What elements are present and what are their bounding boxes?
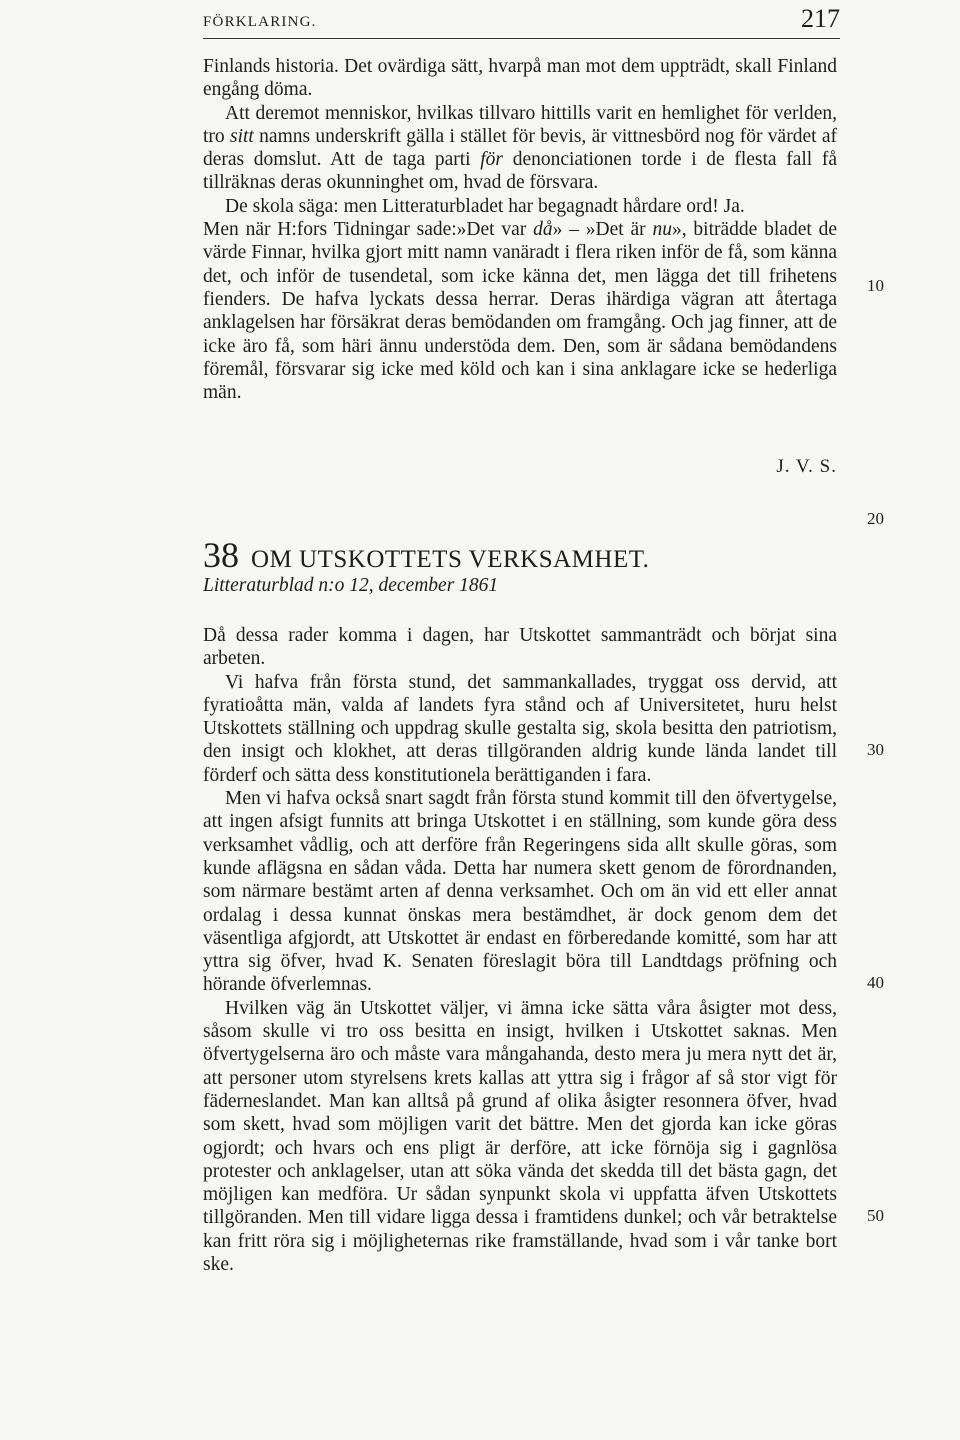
signature: J. V. S. [776, 456, 837, 477]
chapter-source: Litteraturblad n:o 12, december 1861 [203, 575, 499, 596]
emphasis: för [480, 149, 504, 171]
section-one-text [203, 55, 837, 404]
line-number: 10 [867, 276, 884, 295]
section-two-text [203, 624, 837, 1276]
line-number: 30 [867, 740, 884, 759]
paragraph: Men vi hafva också snart sagdt från första stund kommit till den öfvertygelse, att ingen afsigt funnits att bringa Utskottet i en ställning, som kunde göra dess verksamhet vådlig, och att derföre från Regeringens sida allt skulle göras, som kunde aflägsna en sådan våda. Detta har numera skett genom de förordnanden, som närmare bestämt arten af denna verksamhet. Och om än vid ett eller annat ordalag i dessa kunnat önskas mera bestämdhet, är dock genom dem det väsentliga afgjordt, att Utskottet är endast en förberedande komitté, som har att yttra sig öfver, hvad K. Senaten föreslagit böra till Landtdags pröfning och hörande öfverlemnas. [203, 788, 837, 996]
emphasis: då [533, 219, 553, 241]
chapter-title: OM UTSKOTTETS VERKSAMHET. [251, 546, 650, 573]
emphasis: nu [652, 219, 672, 241]
chapter-heading [203, 534, 649, 576]
paragraph: Vi hafva från första stund, det sammankallades, tryggat oss dervid, att fyratioåtta män, valda af landets fyra stånd och af Universitetet, huru helst Utskottets ställning och uppdrag skulle gestalta sig, skola besitta den patriotism, den insigt och klokhet, att deras tillgöranden aldrig kunde lända landet till förderf och sätta dess konstitutionela berättiganden i fara. [203, 671, 837, 786]
paragraph: Då dessa rader komma i dagen, har Utskottet sammanträdt och börjat sina arbeten. [203, 625, 837, 670]
line-number: 20 [867, 509, 884, 528]
line-number: 50 [867, 1206, 884, 1225]
paragraph: De skola säga: men Litteraturbladet har begagnadt hårdare ord! Ja. [225, 195, 745, 217]
chapter-number: 38 [203, 535, 239, 575]
emphasis: sitt [230, 125, 254, 147]
paragraph: Finlands historia. Det ovärdiga sätt, hvarpå man mot dem uppträdt, skall Finland engång döma. [203, 56, 837, 101]
running-title: FÖRKLARING. [203, 14, 317, 30]
running-head [203, 6, 840, 39]
line-number: 40 [867, 973, 884, 992]
paragraph: Att deremot menniskor, hvilkas tillvaro hittills varit en hemlighet för verlden, tro sitt namns underskrift gälla i stället för bevis, är vittnesbörd nog för värdet af deras domslut. Att de taga parti för denonciationen torde i de flesta fall få tillräknas deras okunninghet om, hvad de försvara. [203, 102, 837, 194]
paragraph: Hvilken väg än Utskottet väljer, vi ämna icke sätta våra åsigter mot dess, såsom skulle vi tro oss besitta en insigt, hvilken i Utskottet saknas. Men öfvertygelserna äro och måste vara mångahanda, desto mera ju mera nytt det är, att personer utom styrelsens krets kallas att yttra sig i frågor af så stor vigt för fäderneslandet. Man kan alltså på grund af olika åsigter resonnera öfver, hvad som skett, hvad som möjligen varit det bättre. Men det gjorda kan icke göras ogjordt; och hvars och ens pligt är derföre, att icke förnöja sig i gagnlösa protester och anklagelser, utan att söka vända det skedda till det bästa gagn, det möjligen kan medföra. Ur sådan synpunkt skola vi uppfatta äfven Utskottets tillgöranden. Men till vidare ligga dessa i framtidens dunkel; och vår betraktelse kan fritt röra sig i möjligheternas rike framställande, hvad som i vår tanke bort ske. [203, 997, 837, 1276]
page-number: 217 [801, 4, 840, 33]
paragraph: Men när H:fors Tidningar sade:»Det var då» – »Det är nu», biträdde bladet de värde Finnar, hvilka gjort mitt namn vanäradt i flera riken inför de få, som känna det, och inför de tusendetal, som icke känna det, men lägga det till frihetens fienders. De hafva lyckats dessa herrar. Deras ihärdiga vägran att återtaga anklagelsen har försäkrat deras bemödanden om framgång. Och jag finner, att de icke äro få, som häri ännu understöda dem. Den, som är sådana bemödandens föremål, försvarar sig icke med köld och kan i sina anklagare icke se hederliga män. [203, 219, 837, 404]
